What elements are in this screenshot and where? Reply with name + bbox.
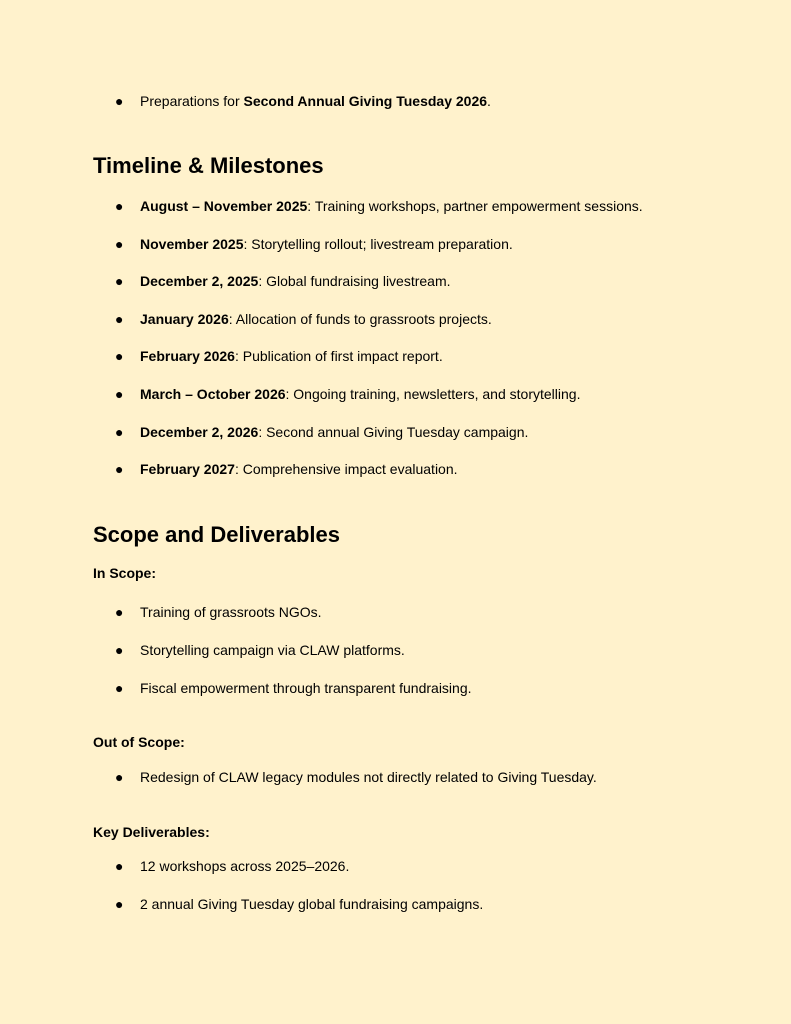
milestone-text: : Second annual Giving Tuesday campaign.: [258, 423, 529, 440]
list-item: [93, 603, 731, 621]
bullet-icon: ●: [115, 604, 124, 621]
milestone-text: : Ongoing training, newsletters, and storytelling.: [285, 385, 581, 402]
milestone-date: March – October 2026: [140, 385, 286, 402]
milestone-date: February 2027: [140, 461, 235, 478]
bullet-icon: ●: [115, 385, 124, 402]
list-item: [93, 641, 731, 659]
bullet-icon: ●: [115, 858, 124, 875]
timeline-list: [93, 197, 731, 478]
item-text: Preparations for: [140, 93, 244, 109]
intro-list: [93, 0, 731, 110]
out-of-scope-heading: Out of Scope:: [93, 734, 185, 751]
milestone-date: January 2026: [140, 310, 229, 327]
key-deliverables-list: [93, 857, 731, 913]
in-scope-list: [93, 603, 731, 697]
timeline-item: [93, 272, 731, 290]
item-text: Fiscal empowerment through transparent fundraising.: [140, 680, 472, 697]
bullet-icon: ●: [115, 769, 124, 786]
bullet-icon: ●: [115, 273, 124, 290]
milestone-text: : Storytelling rollout; livestream preparation.: [243, 235, 513, 252]
scope-heading: Scope and Deliverables: [93, 522, 340, 548]
timeline-item: [93, 385, 731, 403]
milestone-text: : Training workshops, partner empowerment sessions.: [307, 198, 643, 214]
list-item: [93, 857, 731, 875]
timeline-item: [93, 235, 731, 253]
milestone-date: December 2, 2025: [140, 273, 259, 290]
bullet-icon: ●: [115, 642, 124, 659]
timeline-item: [93, 197, 731, 215]
bullet-icon: ●: [115, 310, 124, 327]
bullet-icon: ●: [115, 680, 124, 697]
milestone-text: : Publication of first impact report.: [234, 348, 443, 365]
list-item: [93, 92, 731, 110]
bullet-icon: ●: [115, 198, 124, 214]
timeline-item: [93, 347, 731, 365]
milestone-date: December 2, 2026: [140, 423, 259, 440]
item-text: .: [487, 93, 491, 109]
milestone-date: February 2026: [140, 348, 235, 365]
bullet-icon: ●: [115, 461, 124, 478]
milestone-date: November 2025: [140, 235, 244, 252]
item-text: Storytelling campaign via CLAW platforms.: [140, 642, 405, 659]
list-item: [93, 895, 731, 913]
milestone-date: August – November 2025: [140, 198, 308, 214]
bullet-icon: ●: [115, 93, 124, 109]
item-text: Redesign of CLAW legacy modules not directly related to Giving Tuesday.: [140, 769, 597, 786]
milestone-text: : Allocation of funds to grassroots projects.: [228, 310, 492, 327]
bullet-icon: ●: [115, 348, 124, 365]
milestone-text: : Comprehensive impact evaluation.: [234, 461, 458, 478]
item-bold-text: Second Annual Giving Tuesday 2026: [243, 93, 488, 109]
bullet-icon: ●: [115, 235, 124, 252]
item-text: Training of grassroots NGOs.: [140, 604, 322, 621]
timeline-item: [93, 460, 731, 478]
bullet-icon: ●: [115, 423, 124, 440]
item-text: 2 annual Giving Tuesday global fundraising campaigns.: [140, 896, 484, 913]
item-text: 12 workshops across 2025–2026.: [140, 858, 350, 875]
bullet-icon: ●: [115, 896, 124, 913]
milestone-text: : Global fundraising livestream.: [258, 273, 451, 290]
timeline-item: [93, 310, 731, 328]
timeline-item: [93, 423, 731, 441]
in-scope-heading: In Scope:: [93, 565, 157, 582]
list-item: [93, 768, 731, 786]
timeline-heading: Timeline & Milestones: [93, 153, 324, 178]
out-of-scope-list: [93, 768, 731, 786]
key-deliverables-heading: Key Deliverables:: [93, 824, 210, 841]
list-item: [93, 679, 731, 697]
